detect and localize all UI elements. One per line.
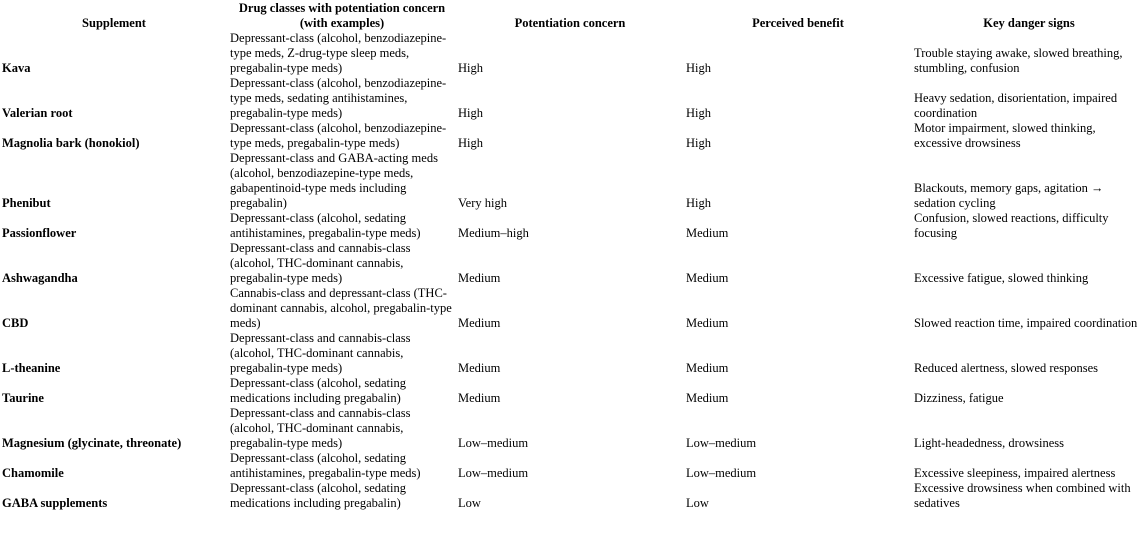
potentiation-cell: High bbox=[458, 61, 483, 75]
supplement-name: Kava bbox=[2, 61, 31, 75]
benefit-cell: Medium bbox=[686, 226, 729, 240]
benefit-cell: Medium bbox=[686, 316, 729, 330]
benefit-cell: Low–medium bbox=[686, 436, 757, 450]
table-row bbox=[0, 331, 1146, 376]
supplement-name: Chamomile bbox=[2, 466, 64, 480]
potentiation-cell: Medium bbox=[458, 316, 501, 330]
supplement-name: Phenibut bbox=[2, 196, 51, 210]
supplement-name: Taurine bbox=[2, 391, 44, 405]
danger-signs-cell: Blackouts, memory gaps, agitation → sedation cycling bbox=[914, 181, 1104, 210]
supplement-name: L-theanine bbox=[2, 361, 61, 375]
supplement-name: Valerian root bbox=[2, 106, 73, 120]
drug-classes-cell: Depressant-class and cannabis-class (alcohol, THC-dominant cannabis, pregabalin-type meds) bbox=[230, 406, 411, 450]
drug-classes-cell: Depressant-class and cannabis-class (alcohol, THC-dominant cannabis, pregabalin-type meds) bbox=[230, 241, 411, 285]
table-row bbox=[0, 481, 1146, 511]
danger-signs-cell: Light-headedness, drowsiness bbox=[914, 436, 1064, 450]
table-row bbox=[0, 76, 1146, 121]
potentiation-cell: Very high bbox=[458, 196, 507, 210]
potentiation-cell: Low bbox=[458, 496, 481, 510]
drug-classes-cell: Depressant-class (alcohol, benzodiazepine-type meds, sedating antihistamines, pregabalin-type meds) bbox=[230, 76, 447, 120]
supplement-table bbox=[0, 1, 1146, 511]
danger-signs-cell: Dizziness, fatigue bbox=[914, 391, 1004, 405]
drug-classes-cell: Depressant-class (alcohol, benzodiazepine-type meds, pregabalin-type meds) bbox=[230, 121, 447, 150]
benefit-cell: Medium bbox=[686, 361, 729, 375]
drug-classes-cell: Depressant-class (alcohol, benzodiazepine-type meds, Z-drug-type sleep meds, pregabalin-type meds) bbox=[230, 31, 447, 75]
drug-classes-cell: Depressant-class (alcohol, sedating antihistamines, pregabalin-type meds) bbox=[230, 211, 421, 240]
danger-signs-cell: Excessive sleepiness, impaired alertness bbox=[914, 466, 1116, 480]
drug-classes-cell: Depressant-class (alcohol, sedating medications including pregabalin) bbox=[230, 481, 406, 510]
danger-signs-cell: Confusion, slowed reactions, difficulty focusing bbox=[914, 211, 1109, 240]
benefit-cell: Low bbox=[686, 496, 709, 510]
benefit-cell: Low–medium bbox=[686, 466, 757, 480]
drug-classes-cell: Depressant-class and GABA-acting meds (alcohol, benzodiazepine-type meds, gabapentinoid-type meds including pregabalin) bbox=[230, 151, 438, 210]
benefit-cell: High bbox=[686, 196, 711, 210]
header-drug-classes: Drug classes with potentiation concern (with examples) bbox=[238, 1, 446, 30]
header-potentiation: Potentiation concern bbox=[514, 16, 626, 30]
header-supplement: Supplement bbox=[82, 16, 146, 30]
potentiation-cell: Medium bbox=[458, 361, 501, 375]
supplement-name: Magnolia bark (honokiol) bbox=[2, 136, 140, 150]
supplement-name: Magnesium (glycinate, threonate) bbox=[2, 436, 182, 450]
header-danger-signs: Key danger signs bbox=[983, 16, 1075, 30]
benefit-cell: High bbox=[686, 136, 711, 150]
table-header-row bbox=[0, 1, 1146, 31]
supplement-name: Passionflower bbox=[2, 226, 77, 240]
danger-signs-cell: Heavy sedation, disorientation, impaired coordination bbox=[914, 91, 1118, 120]
drug-classes-cell: Depressant-class (alcohol, sedating antihistamines, pregabalin-type meds) bbox=[230, 451, 421, 480]
table-row bbox=[0, 151, 1146, 211]
table-row bbox=[0, 241, 1146, 286]
danger-signs-cell: Slowed reaction time, impaired coordination bbox=[914, 316, 1138, 330]
danger-signs-cell: Trouble staying awake, slowed breathing, stumbling, confusion bbox=[914, 46, 1123, 75]
drug-classes-cell: Depressant-class and cannabis-class (alcohol, THC-dominant cannabis, pregabalin-type meds) bbox=[230, 331, 411, 375]
table-row bbox=[0, 451, 1146, 481]
benefit-cell: High bbox=[686, 61, 711, 75]
benefit-cell: High bbox=[686, 106, 711, 120]
drug-classes-cell: Depressant-class (alcohol, sedating medications including pregabalin) bbox=[230, 376, 406, 405]
supplement-name: CBD bbox=[2, 316, 29, 330]
table-row bbox=[0, 406, 1146, 451]
potentiation-cell: Medium–high bbox=[458, 226, 529, 240]
potentiation-cell: High bbox=[458, 136, 483, 150]
danger-signs-cell: Excessive fatigue, slowed thinking bbox=[914, 271, 1089, 285]
potentiation-cell: Medium bbox=[458, 271, 501, 285]
table-row bbox=[0, 286, 1146, 331]
danger-signs-cell: Reduced alertness, slowed responses bbox=[914, 361, 1098, 375]
potentiation-cell: Low–medium bbox=[458, 436, 529, 450]
potentiation-cell: High bbox=[458, 106, 483, 120]
table-row bbox=[0, 211, 1146, 241]
potentiation-cell: Low–medium bbox=[458, 466, 529, 480]
benefit-cell: Medium bbox=[686, 271, 729, 285]
header-benefit: Perceived benefit bbox=[752, 16, 844, 30]
table-row bbox=[0, 121, 1146, 151]
drug-classes-cell: Cannabis-class and depressant-class (THC-dominant cannabis, alcohol, pregabalin-type meds) bbox=[230, 286, 452, 330]
table-row bbox=[0, 376, 1146, 406]
potentiation-cell: Medium bbox=[458, 391, 501, 405]
supplement-name: Ashwagandha bbox=[2, 271, 78, 285]
benefit-cell: Medium bbox=[686, 391, 729, 405]
danger-signs-cell: Excessive drowsiness when combined with sedatives bbox=[914, 481, 1131, 510]
supplement-name: GABA supplements bbox=[2, 496, 108, 510]
danger-signs-cell: Motor impairment, slowed thinking, excessive drowsiness bbox=[914, 121, 1096, 150]
table-row bbox=[0, 31, 1146, 76]
